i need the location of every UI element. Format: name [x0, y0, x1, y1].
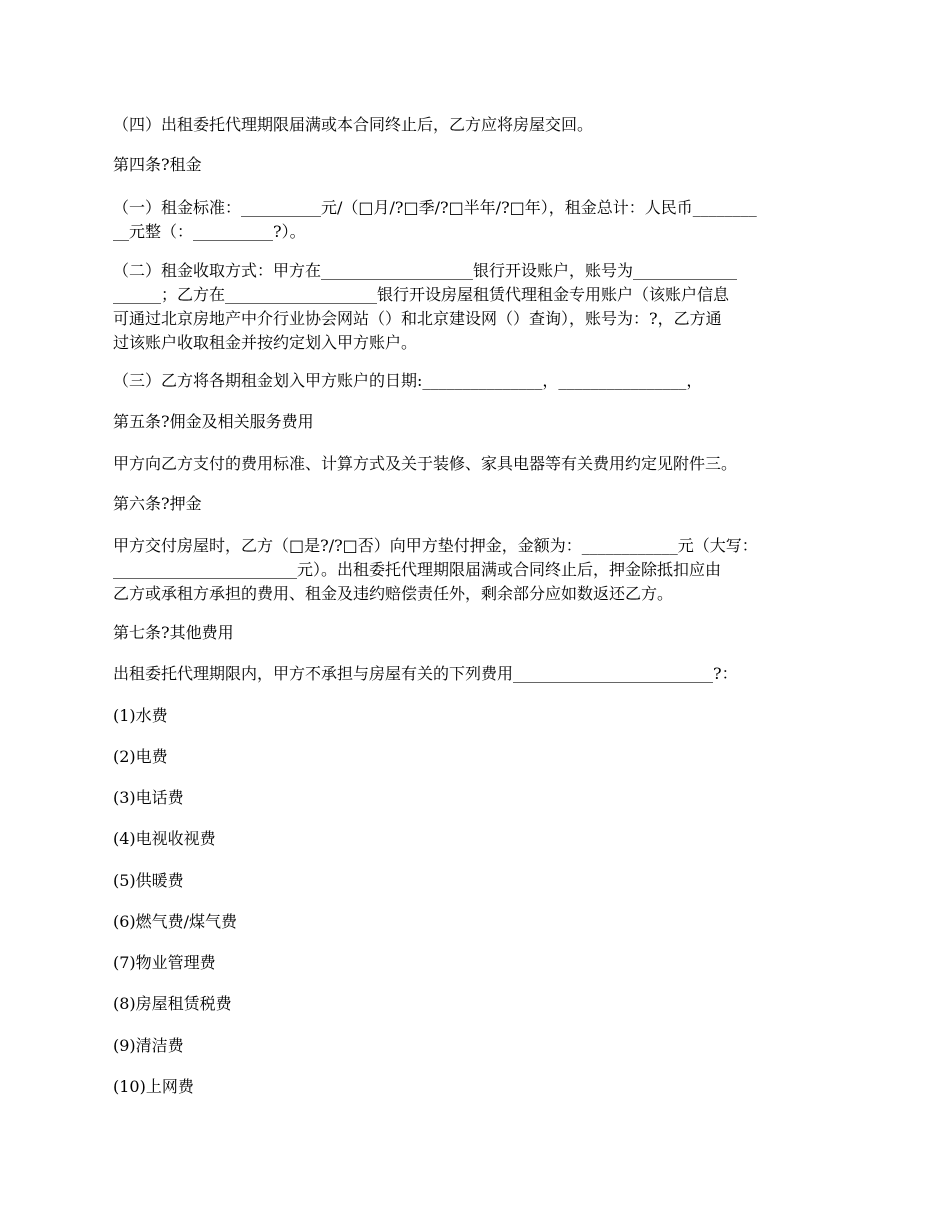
article-6-body-line-3: 乙方或承租方承担的费用、租金及违约赔偿责任外，剩余部分应如数返还乙方。: [113, 584, 674, 603]
article-4-item-2-line-3: 可通过北京房地产中介行业协会网站（）和北京建设网（）查询），账号为：?，乙方通: [113, 309, 722, 328]
article-4-item-1-line-2: __元整（：__________?）。: [113, 222, 306, 241]
fee-item-8: (8)房屋租赁税费: [113, 994, 232, 1013]
article-4-item-2-line-2: ______；乙方在___________________银行开设房屋租赁代理租金专用账户（该账户信息: [113, 285, 730, 304]
fee-item-5: (5)供暖费: [113, 871, 184, 890]
fee-item-10: (10)上网费: [113, 1077, 194, 1096]
article-4-item-2: [113, 259, 843, 355]
article-6-title: 第六条?押金: [113, 494, 202, 513]
fee-item-6: (6)燃气费/煤气费: [113, 912, 238, 931]
fee-item-7: (7)物业管理费: [113, 953, 216, 972]
article-6-body-line-2: _______________________元）。出租委托代理期限届满或合同终止后，押金除抵扣应由: [113, 560, 722, 579]
article-5-title: 第五条?佣金及相关服务费用: [113, 412, 314, 431]
article-4-item-2-line-1: （二）租金收取方式：甲方在___________________银行开设账户，账号为_____________: [113, 261, 738, 280]
article-7-title: 第七条?其他费用: [113, 623, 234, 642]
clause-4-item-4: （四）出租委托代理期限届满或本合同终止后，乙方应将房屋交回。: [113, 115, 594, 134]
fee-item-3: (3)电话费: [113, 788, 184, 807]
article-4-item-1-line-1: （一）租金标准：__________元/（□月/?□季/?□半年/?□年），租金总计：人民币________: [113, 198, 757, 217]
article-4-item-3: （三）乙方将各期租金划入甲方账户的日期:_______________，________________，: [113, 371, 703, 390]
article-4-item-1: [113, 196, 843, 244]
article-6-body: [113, 534, 843, 606]
article-7-body: 出租委托代理期限内，甲方不承担与房屋有关的下列费用_________________________?：: [113, 664, 738, 683]
article-4-item-2-line-4: 过该账户收取租金并按约定划入甲方账户。: [113, 333, 418, 352]
fee-item-2: (2)电费: [113, 747, 168, 766]
fee-item-4: (4)电视收视费: [113, 829, 216, 848]
article-5-body: 甲方向乙方支付的费用标准、计算方式及关于装修、家具电器等有关费用约定见附件三。: [113, 454, 738, 473]
fee-item-9: (9)清洁费: [113, 1036, 184, 1055]
fee-item-1: (1)水费: [113, 706, 168, 725]
article-4-title: 第四条?租金: [113, 155, 202, 174]
article-6-body-line-1: 甲方交付房屋时，乙方（□是?/?□否）向甲方垫付押金，金额为：____________元（大写：: [113, 536, 758, 555]
